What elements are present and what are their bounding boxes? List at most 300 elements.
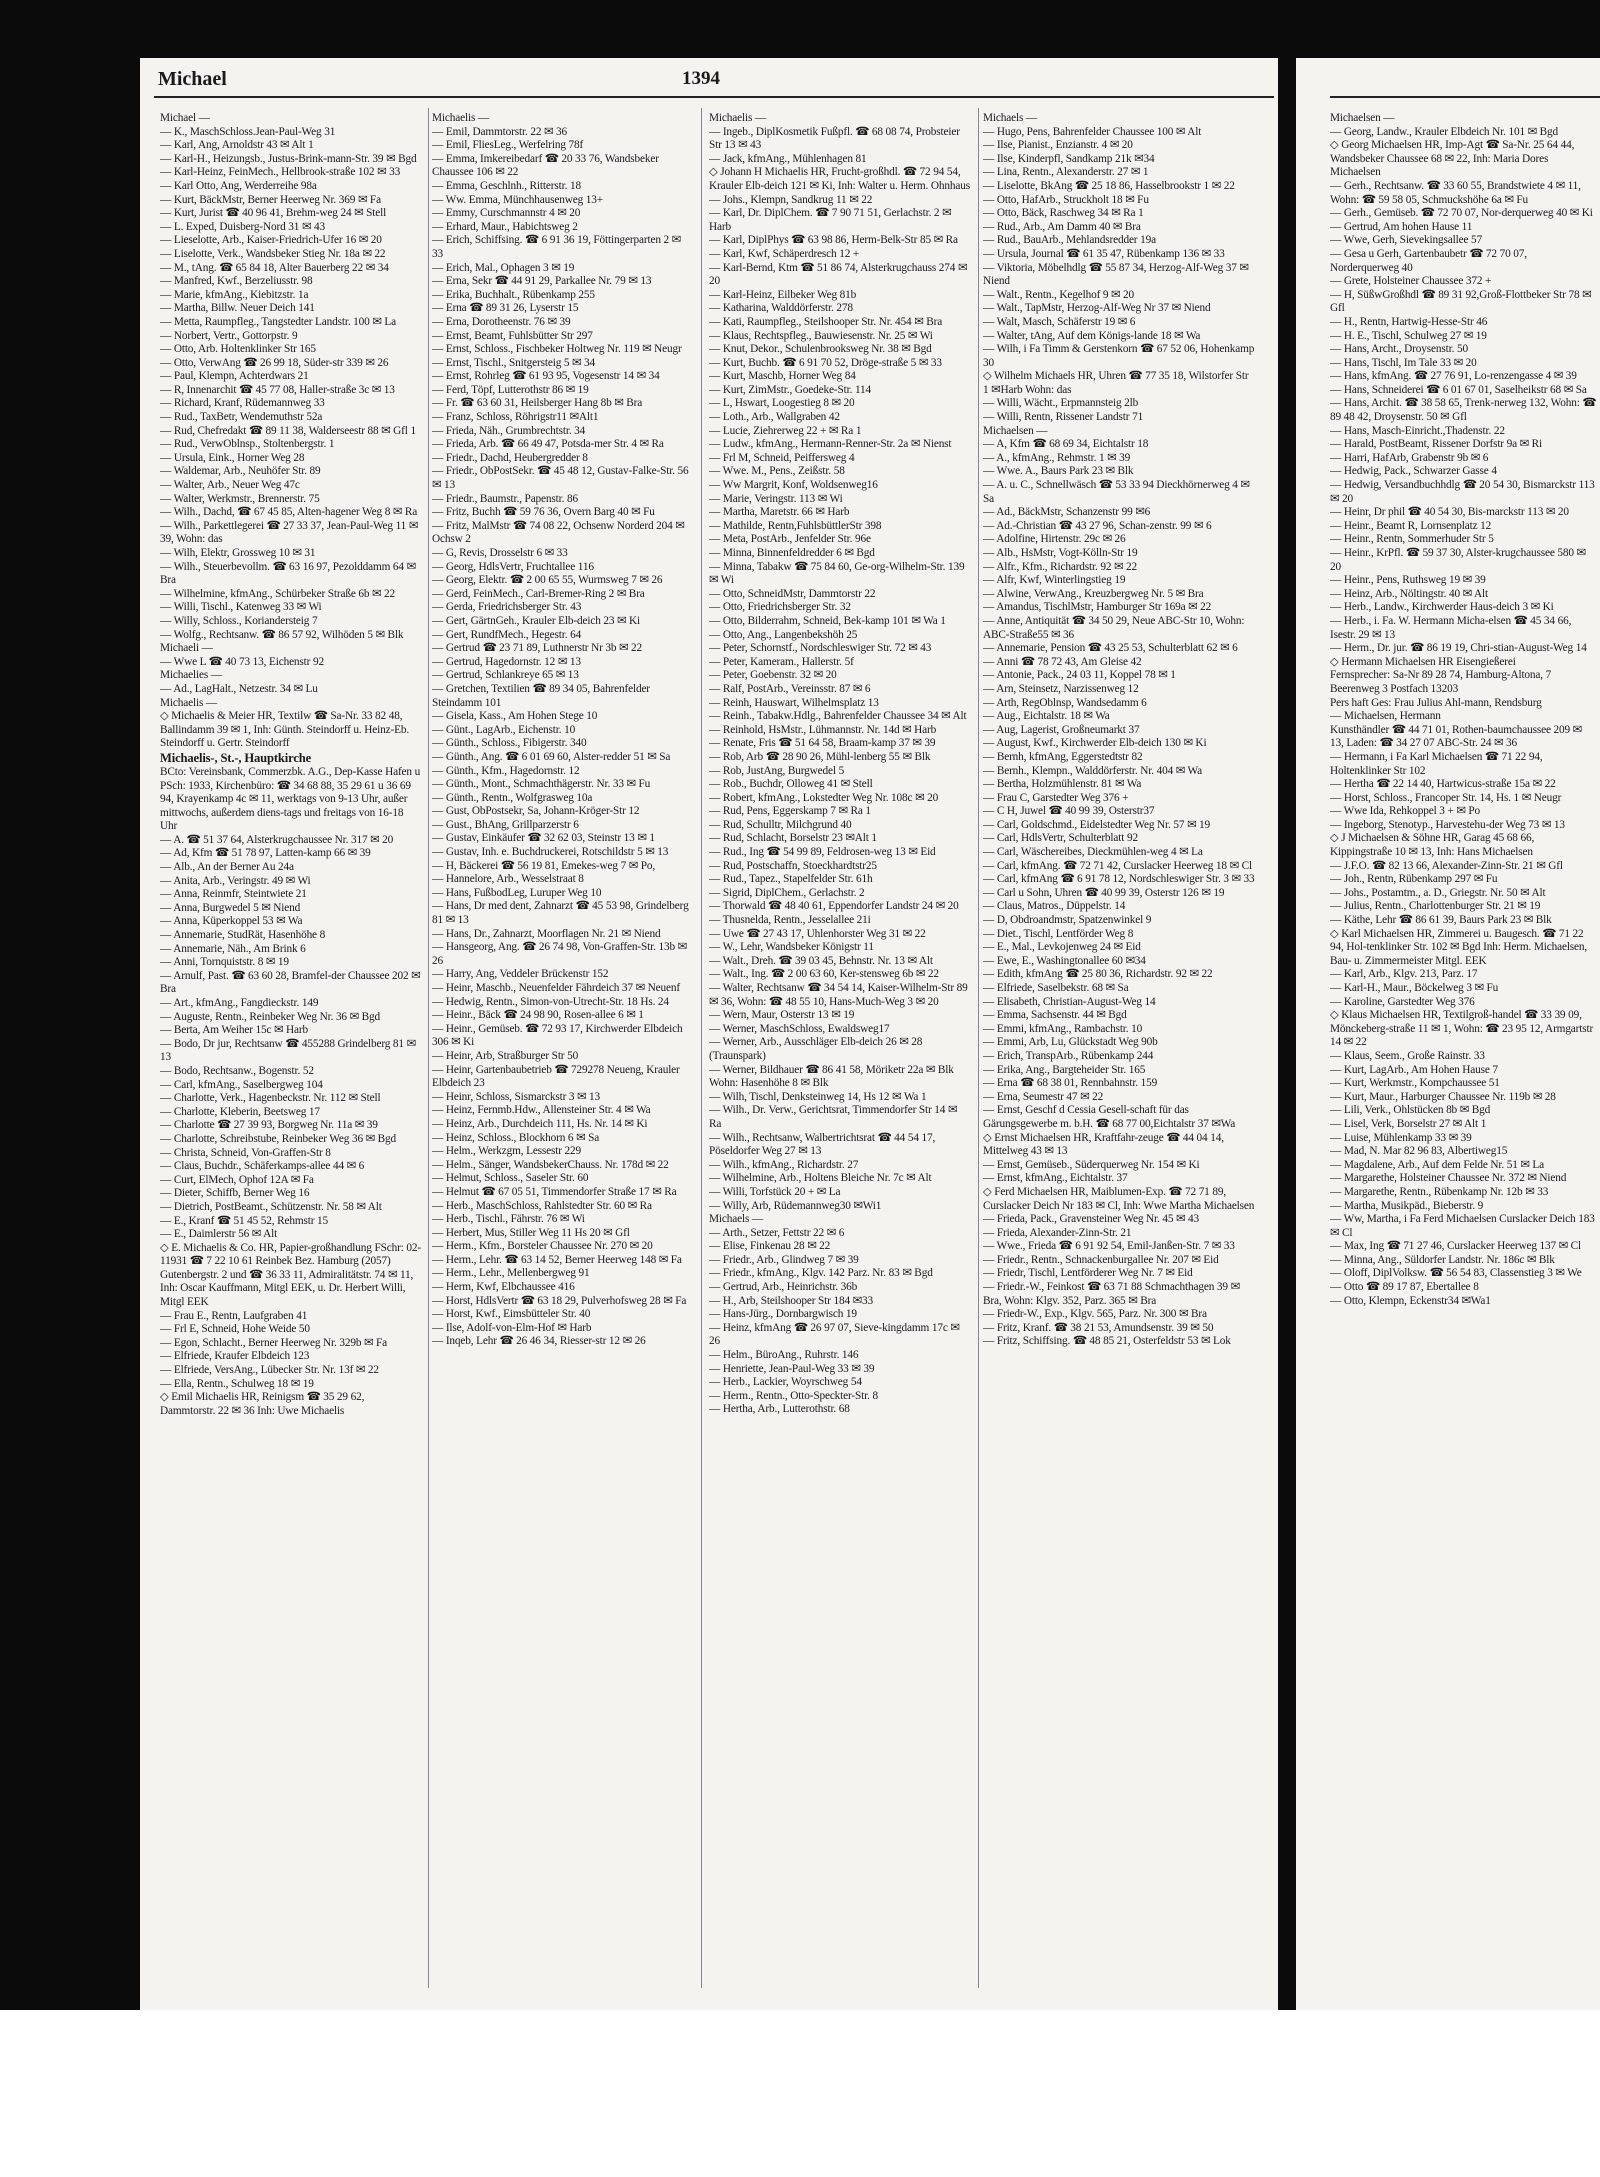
directory-entry: — Knut, Dekor., Schulenbrooksweg Nr. 38 ✉ Bgd bbox=[709, 343, 932, 356]
directory-entry: — Karoline, Garstedter Weg 376 bbox=[1330, 995, 1475, 1008]
directory-entry: — Marie, kfmAng., Kiebitzstr. 1a bbox=[160, 288, 309, 301]
directory-entry: — Hans, kfmAng. ☎ 27 76 91, Lo-renzengasse 4 ✉ 39 bbox=[1330, 370, 1577, 383]
directory-entry: — Wilh, i Fa Timm & Gerstenkorn ☎ 67 52 06, Hohenkamp 30 bbox=[983, 343, 1255, 369]
directory-entry: — H., Rentn, Hartwig-Hesse-Str 46 bbox=[1330, 315, 1488, 328]
directory-entry: — Kurt, BäckMstr, Berner Heerweg Nr. 369 ✉ Fa bbox=[160, 193, 381, 206]
directory-entry: — Emma, Sachsenstr. 44 ✉ Bgd bbox=[983, 1009, 1127, 1022]
directory-entry: — Rud., Ing ☎ 54 99 89, Feldrosen-weg 13 ✉ Eid bbox=[709, 846, 936, 859]
directory-entry: — Anni ☎ 78 72 43, Am Gleise 42 bbox=[983, 655, 1142, 668]
directory-entry: — Gertrud, Arb., Heinrichstr. 36b bbox=[709, 1281, 858, 1294]
directory-entry: — Minna, Ang., Süldorfer Landstr. Nr. 186c ✉ Blk bbox=[1330, 1253, 1555, 1266]
directory-entry: — Günth., Schloss., Fibigerstr. 340 bbox=[432, 737, 587, 750]
directory-entry: — Werner, Bildhauer ☎ 86 41 58, Möriketr 22a ✉ Blk Wohn: Hasenhöhe 8 ✉ Blk bbox=[709, 1063, 954, 1090]
directory-entry: — Wilh., Dr. Verw., Gerichtsrat, Timmendorfer Str 14 ✉ Ra bbox=[709, 1104, 958, 1130]
directory-entry: — Reinhold, HsMstr., Lühmannstr. Nr. 14d ✉ Harb bbox=[709, 723, 937, 736]
directory-entry: — Henriette, Jean-Paul-Weg 33 ✉ 39 bbox=[709, 1362, 875, 1375]
directory-entry: — Alwine, VerwAng., Kreuzbergweg Nr. 5 ✉ Bra bbox=[983, 587, 1204, 600]
directory-entry: — Claus, Matros., Düppelstr. 14 bbox=[983, 900, 1126, 913]
directory-entry: — Helmut, Schloss., Saseler Str. 60 bbox=[432, 1172, 589, 1185]
directory-entry: — Hedwig, Rentn., Simon-von-Utrecht-Str. 18 Hs. 24 bbox=[432, 995, 669, 1008]
directory-entry: — Lina, Rentn., Alexanderstr. 27 ✉ 1 bbox=[983, 166, 1149, 179]
directory-entry: — Egon, Schlacht., Berner Heerweg Nr. 329b ✉ Fa bbox=[160, 1336, 388, 1349]
directory-entry: — Heinr., Rentn, Sommerhuder Str 5 bbox=[1330, 533, 1494, 546]
directory-entry: — Heinr, Schloss, Sismarckstr 3 ✉ 13 bbox=[432, 1090, 601, 1103]
directory-entry: — Bernh, kfmAng, Eggerstedtstr 82 bbox=[983, 750, 1143, 763]
directory-entry: — Wwe Ida, Rehkoppel 3 + ✉ Po bbox=[1330, 805, 1480, 818]
directory-entry: — Rud, Schulltr, Milchgrund 40 bbox=[709, 818, 852, 831]
directory-entry: — Lisel, Verk, Borselstr 27 ✉ Alt 1 bbox=[1330, 1117, 1487, 1130]
directory-entry: — Martha, Musikpäd., Bieberstr. 9 bbox=[1330, 1199, 1484, 1212]
directory-entry: — Heinr, Dr phil ☎ 40 54 30, Bis-marckstr 113 ✉ 20 bbox=[1330, 506, 1569, 519]
running-head-word: Michael bbox=[158, 68, 227, 90]
directory-entry: — Rob, JustAng, Burgwedel 5 bbox=[709, 764, 845, 777]
directory-entry: — K., MaschSchloss.Jean-Paul-Weg 31 bbox=[160, 125, 336, 138]
directory-entry: — Ww, Martha, i Fa Ferd Michaelsen Curslacker Deich 183 ✉ Cl bbox=[1330, 1213, 1595, 1239]
directory-entry: — Heinr., Beamt R, Lornsenplatz 12 bbox=[1330, 519, 1492, 532]
directory-entry: — Käthe, Lehr ☎ 86 61 39, Baurs Park 23 ✉ Blk bbox=[1330, 914, 1552, 927]
directory-entry: — Frieda, Arb. ☎ 66 49 47, Potsda-mer Str. 4 ✉ Ra bbox=[432, 438, 664, 451]
directory-entry: — Wolfg., Rechtsanw. ☎ 86 57 92, Wilhöden 5 ✉ Blk bbox=[160, 628, 404, 641]
directory-entry: — Helm., Werkzgm, Lessestr 229 bbox=[432, 1145, 582, 1158]
directory-entry: — Fr. ☎ 63 60 31, Heilsberger Hang 8b ✉ Bra bbox=[432, 397, 643, 410]
directory-entry: — Harry, Ang, Veddeler Brückenstr 152 bbox=[432, 968, 609, 981]
directory-entry: — Amandus, TischlMstr, Hamburger Str 169a ✉ 22 bbox=[983, 601, 1212, 614]
directory-entry: — Walt., TapMstr, Herzog-Alf-Weg Nr 37 ✉ Niend bbox=[983, 302, 1211, 315]
directory-entry: ◇ Wilhelm Michaels HR, Uhren ☎ 77 35 18, Wilstorfer Str 1 ✉Harb Wohn: das bbox=[983, 370, 1249, 396]
directory-entry: — Lucie, Ziehrerweg 22 + ✉ Ra 1 bbox=[709, 424, 862, 437]
directory-entry: — Erna, Seumestr 47 ✉ 22 bbox=[983, 1090, 1104, 1103]
directory-entry: — Rud., Tapez., Stapelfelder Str. 61h bbox=[709, 873, 873, 886]
directory-entry: — Erika, Ang., Bargteheider Str. 165 bbox=[983, 1063, 1146, 1076]
directory-entry: — Hans, Tischl, Im Tale 33 ✉ 20 bbox=[1330, 356, 1477, 369]
directory-entry: — Herm, Kwf, Elbchaussee 416 bbox=[432, 1281, 575, 1294]
directory-entry: — Werner, Arb., Ausschläger Elb-deich 26 ✉ 28 (Traunspark) bbox=[709, 1036, 923, 1062]
directory-entry: — Julius, Rentn., Charlottenburger Str. 21 ✉ 19 bbox=[1330, 900, 1541, 913]
directory-entry: — Alfr, Kwf, Winterlingstieg 19 bbox=[983, 574, 1126, 587]
directory-entry: — Ernst, Gemüseb., Süderquerweg Nr. 154 ✉ Ki bbox=[983, 1158, 1200, 1171]
directory-entry: — Frieda, Alexander-Zinn-Str. 21 bbox=[983, 1226, 1132, 1239]
directory-entry: — Kurt, Maschb, Horner Weg 84 bbox=[709, 370, 856, 383]
directory-entry: — Wilh., Rechtsanw, Walbertrichtsrat ☎ 44 54 17, Pöseldorfer Weg 27 ✉ 13 bbox=[709, 1131, 936, 1158]
column-divider bbox=[428, 108, 429, 1988]
directory-entry: — Günth., Ang. ☎ 6 01 69 60, Alster-redder 51 ✉ Sa bbox=[432, 750, 671, 763]
directory-entry: — Annemarie, Näh., Am Brink 6 bbox=[160, 942, 306, 955]
directory-entry: — Klaus, Rechtspfleg., Bauwiesenstr. Nr. 25 ✉ Wi bbox=[709, 329, 933, 342]
directory-entry: — Kati, Raumpfleg., Steilshooper Str. Nr. 454 ✉ Bra bbox=[709, 315, 943, 328]
directory-entry: BCto: Vereinsbank, Commerzbk. A.G., Dep-Kasse Hafen u PSch: 1933, Kirchenbüro: ☎ 34 68 88, 35 29 61 u 36 69 94, Krayenkamp 4c ✉ 11, werktags von 9-13 Uhr, außer mittwochs, außerdem diens-tags und freitags von 16-18 Uhr bbox=[160, 765, 421, 833]
directory-entry: — Ww. Emma, Münchhausenweg 13+ bbox=[432, 193, 603, 206]
directory-entry: — Friedr, Tischl, Lentförderer Weg Nr. 7 ✉ Eid bbox=[983, 1267, 1193, 1280]
directory-entry: — Charlotte, Schreibstube, Reinbeker Weg 36 ✉ Bgd bbox=[160, 1132, 396, 1145]
directory-entry: ◇ Emil Michaelis HR, Reinigsm ☎ 35 29 62, Dammtorstr. 22 ✉ 36 Inh: Uwe Michaelis bbox=[160, 1391, 365, 1417]
directory-entry: — Herb., Tischl., Fährstr. 76 ✉ Wi bbox=[432, 1213, 585, 1226]
directory-entry: — Minna, Tabakw ☎ 75 84 60, Ge-org-Wilhelm-Str. 139 ✉ Wi bbox=[709, 560, 965, 587]
directory-entry: — Friedr., Rentn., Schnackenburgallee Nr. 207 ✉ Eid bbox=[983, 1253, 1219, 1266]
directory-entry: — Heinz, Arb., Nöltingstr. 40 ✉ Alt bbox=[1330, 587, 1488, 600]
directory-entry: — Gustav, Inh. e. Buchdruckerei, Rotschildstr 5 ✉ 13 bbox=[432, 846, 669, 859]
directory-entry: — L, Hswart, Loogestieg 8 ✉ 20 bbox=[709, 397, 855, 410]
directory-entry: — Walter, Arb., Neuer Weg 47c bbox=[160, 479, 300, 492]
directory-entry: — Friedr., ObPostSekr. ☎ 45 48 12, Gustav-Falke-Str. 56 ✉ 13 bbox=[432, 465, 689, 492]
column-divider bbox=[978, 108, 979, 1988]
directory-entry: — Adolfine, Hirtenstr. 29c ✉ 26 bbox=[983, 533, 1126, 546]
directory-entry: — Horst, Kwf., Eimsbütteler Str. 40 bbox=[432, 1308, 591, 1321]
directory-entry: — Liselotte, Verk., Wandsbeker Stieg Nr. 18a ✉ 22 bbox=[160, 247, 386, 260]
directory-entry: — Ferd, Töpf, Lutterothstr 86 ✉ 19 bbox=[432, 383, 589, 396]
directory-entry: — Ingeborg, Stenotyp., Harvestehu-der Weg 73 ✉ 13 bbox=[1330, 818, 1565, 831]
directory-entry: — Willi, Tischl., Katenweg 33 ✉ Wi bbox=[160, 601, 322, 614]
directory-heading: Michaelis-, St.-, Hauptkirche bbox=[160, 750, 312, 765]
directory-entry: — Lili, Verk., Ohlstücken 8b ✉ Bgd bbox=[1330, 1104, 1491, 1117]
directory-entry: — Reinh, Hauswart, Wilhelmsplatz 13 bbox=[709, 696, 879, 709]
directory-entry: — Helm., BüroAng., Ruhrstr. 146 bbox=[709, 1349, 859, 1362]
directory-entry: — Gerd, FeinMech., Carl-Bremer-Ring 2 ✉ Bra bbox=[432, 587, 645, 600]
directory-entry: — Karl, DiplPhys ☎ 63 98 86, Herm-Belk-Str 85 ✉ Ra bbox=[709, 234, 958, 247]
directory-entry: — Johs., Postamtm., a. D., Griegstr. Nr. 50 ✉ Alt bbox=[1330, 886, 1546, 899]
directory-entry: — Martha, Maretstr. 66 ✉ Harb bbox=[709, 506, 850, 519]
directory-entry: — Wilh., Dachd, ☎ 67 45 85, Alten-hagener Weg 8 ✉ Ra bbox=[160, 506, 418, 519]
directory-entry: — Ursula, Journal ☎ 61 35 47, Rübenkamp 136 ✉ 33 bbox=[983, 247, 1225, 260]
directory-entry: — Inqeb, Lehr ☎ 26 46 34, Riesser-str 12 ✉ 26 bbox=[432, 1335, 646, 1348]
directory-entry: — Frl M, Schneid, Peiffersweg 4 bbox=[709, 451, 855, 464]
directory-entry: — Alb., HsMstr, Vogt-Kölln-Str 19 bbox=[983, 547, 1138, 559]
directory-entry: — Erna ☎ 68 38 01, Rennbahnstr. 159 bbox=[983, 1077, 1158, 1090]
directory-entry: — Gust, ObPostsekr, Sa, Johann-Kröger-Str 12 bbox=[432, 805, 640, 818]
directory-entry: — Johs., Klempn, Sandkrug 11 ✉ 22 bbox=[709, 193, 873, 206]
directory-entry: — W., Lehr, Wandsbeker Königstr 11 bbox=[709, 941, 874, 954]
directory-entry: — H., Arb, Steilshooper Str 184 ✉33 bbox=[709, 1294, 873, 1307]
directory-entry: — Viktoria, Möbelhdlg ☎ 55 87 34, Herzog-Alf-Weg 37 ✉ Niend bbox=[983, 261, 1249, 288]
directory-entry: — Heinr, Gartenbaubetrieb ☎ 729278 Neueng, Krauler Elbdeich 23 bbox=[432, 1063, 680, 1090]
directory-entry: — Hertha ☎ 22 14 40, Hartwicus-straße 15a ✉ 22 bbox=[1330, 778, 1556, 791]
directory-entry: Michaels — bbox=[709, 1213, 764, 1226]
directory-entry: — Arth, RegOblnsp, Wandsedamm 6 bbox=[983, 696, 1147, 709]
directory-entry: ◇ Georg Michaelsen HR, Imp-Agt ☎ Sa-Nr. 25 64 44, Wandsbeker Chaussee 68 ✉ 22, Inh: Maria Dores Michaelsen bbox=[1330, 139, 1575, 179]
directory-entry: — Ella, Rentn., Schulweg 18 ✉ 19 bbox=[160, 1377, 314, 1390]
directory-entry: — Anni, Tornquiststr. 8 ✉ 19 bbox=[160, 956, 289, 969]
directory-entry: — Herb., Landw., Kirchwerder Haus-deich 3 ✉ Ki bbox=[1330, 601, 1554, 614]
directory-entry: — Klaus, Seem., Große Rainstr. 33 bbox=[1330, 1049, 1485, 1062]
directory-entry: — Otto, Bilderrahm, Schneid, Bek-kamp 101 ✉ Wa 1 bbox=[709, 614, 946, 627]
directory-entry: — Arn, Steinsetz, Narzissenweg 12 bbox=[983, 682, 1139, 695]
directory-entry: — Ilse, Pianist., Enzianstr. 4 ✉ 20 bbox=[983, 139, 1133, 152]
directory-entry: — Uwe ☎ 27 43 17, Uhlenhorster Weg 31 ✉ 22 bbox=[709, 927, 926, 940]
directory-entry: — A, Kfm ☎ 68 69 34, Eichtalstr 18 bbox=[983, 438, 1149, 451]
directory-entry: — Herm., Lehr. ☎ 63 14 52, Berner Heerweg 148 ✉ Fa bbox=[432, 1253, 682, 1266]
directory-entry: — Emmy, Curschmannstr 4 ✉ 20 bbox=[432, 207, 581, 220]
directory-entry: — Martha, Billw. Neuer Deich 141 bbox=[160, 302, 315, 315]
directory-entry: — Gerh., Gemüseb. ☎ 72 70 07, Nor-derquerweg 40 ✉ Ki bbox=[1330, 207, 1593, 220]
directory-entry: — Carl, kfmAng ☎ 6 91 78 12, Nordschleswiger Str. 3 ✉ 33 bbox=[983, 873, 1255, 886]
directory-entry: — Ernst, kfmAng., Eichtalstr. 37 bbox=[983, 1172, 1128, 1185]
directory-entry: — Carl, Goldschmd., Eidelstedter Weg Nr. 57 ✉ 19 bbox=[983, 818, 1211, 831]
directory-entry: — Anna, Burgwedel 5 ✉ Niend bbox=[160, 901, 301, 914]
directory-entry: — A. ☎ 51 37 64, Alsterkrugchaussee Nr. 317 ✉ 20 bbox=[160, 833, 394, 846]
directory-entry: — J.F.O. ☎ 82 13 66, Alexander-Zinn-Str. 21 ✉ Gfl bbox=[1330, 859, 1563, 872]
directory-entry: — Herm., Kfm., Borsteler Chaussee Nr. 270 ✉ 20 bbox=[432, 1240, 653, 1253]
directory-column-3 bbox=[709, 112, 971, 2007]
directory-entry: — Heinr, Arb, Straßburger Str 50 bbox=[432, 1049, 579, 1062]
directory-column-1 bbox=[160, 112, 422, 2007]
directory-entry: — Heinz, Fernmb.Hdw., Allensteiner Str. 4 ✉ Wa bbox=[432, 1104, 651, 1117]
directory-entry: — Wilh., Steuerbevollm. ☎ 63 16 97, Pezolddamm 64 ✉ Bra bbox=[160, 560, 416, 587]
directory-entry: — Herb., i. Fa. W. Hermann Micha-elsen ☎ 45 34 66, Isestr. 29 ✉ 13 bbox=[1330, 614, 1572, 641]
directory-entry: — Rob., Buchdr, Olloweg 41 ✉ Stell bbox=[709, 778, 873, 791]
directory-entry: — Heinz, Arb., Durchdeich 111, Hs. Nr. 14 ✉ Ki bbox=[432, 1117, 648, 1130]
directory-entry: — Hansgeorg, Ang. ☎ 26 74 98, Von-Graffen-Str. 13b ✉ 26 bbox=[432, 941, 687, 967]
directory-entry: — Kurt, Werkmstr., Kompchaussee 51 bbox=[1330, 1077, 1500, 1090]
directory-entry: — Hedwig, Pack., Schwarzer Gasse 4 bbox=[1330, 465, 1497, 478]
directory-entry: — Otto, Friedrichsberger Str. 32 bbox=[709, 601, 851, 614]
directory-entry: — Ilse, Kinderpfl, Sandkamp 21k ✉34 bbox=[983, 152, 1155, 165]
directory-entry: — Horst, HdlsVertr ☎ 63 18 29, Pulverhofsweg 28 ✉ Fa bbox=[432, 1294, 687, 1307]
directory-entry: — H, Bäckerei ☎ 56 19 81, Emekes-weg 7 ✉ Po, bbox=[432, 859, 656, 872]
directory-entry: — Walter, Werkmstr., Brennerstr. 75 bbox=[160, 492, 320, 505]
directory-entry: — Peter, Goebenstr. 32 ✉ 20 bbox=[709, 669, 837, 682]
directory-entry: — Robert, kfmAng., Lokstedter Weg Nr. 108c ✉ 20 bbox=[709, 791, 939, 804]
directory-entry: — Harri, HafArb, Grabenstr 9b ✉ 6 bbox=[1330, 451, 1489, 464]
directory-entry: — Wwe. A., Baurs Park 23 ✉ Blk bbox=[983, 465, 1134, 478]
directory-entry: — Rud., BauArb., Mehlandsredder 19a bbox=[983, 234, 1156, 247]
directory-entry: — Hertha, Arb., Lutterothstr. 68 bbox=[709, 1403, 850, 1416]
directory-entry: — Otto, Ang., Langenbekshöh 25 bbox=[709, 628, 858, 641]
directory-column-5 bbox=[1330, 112, 1598, 2007]
directory-entry: — Rud., VerwOblnsp., Stoltenbergstr. 1 bbox=[160, 438, 335, 451]
directory-entry: — H. E., Tischl, Schulweg 27 ✉ 19 bbox=[1330, 329, 1487, 342]
directory-entry: — Wilh., kfmAng., Richardstr. 27 bbox=[709, 1158, 859, 1171]
directory-entry: — Wwe L ☎ 40 73 13, Eichenstr 92 bbox=[160, 655, 324, 668]
directory-entry: — Friedr.-W., Feinkost ☎ 63 71 88 Schmachthagen 39 ✉ Bra, Wohn: Klgv. 352, Parz. 365 ✉ Bra bbox=[983, 1281, 1240, 1307]
directory-entry: — Herm., Dr. jur. ☎ 86 19 19, Chri-stian-August-Weg 14 bbox=[1330, 642, 1587, 655]
directory-entry: — Wwe, Gerh, Sievekingsallee 57 bbox=[1330, 234, 1483, 247]
directory-entry: — Magdalene, Arb., Auf dem Felde Nr. 51 ✉ La bbox=[1330, 1158, 1545, 1171]
directory-entry: — Peter, Schornstf., Nordschleswiger Str. 72 ✉ 43 bbox=[709, 642, 932, 655]
directory-entry: — Auguste, Rentn., Reinbeker Weg Nr. 36 ✉ Bgd bbox=[160, 1010, 380, 1023]
page-number: 1394 bbox=[682, 68, 720, 89]
directory-entry: — Dietrich, PostBeamt., Schützenstr. Nr. 58 ✉ Alt bbox=[160, 1200, 382, 1213]
directory-entry: — Wwe., Frieda ☎ 6 91 92 54, Emil-Janßen-Str. 7 ✉ 33 bbox=[983, 1240, 1235, 1253]
directory-entry: — Dieter, Schiffb, Berner Weg 16 bbox=[160, 1187, 310, 1200]
directory-entry: — Elise, Finkenau 28 ✉ 22 bbox=[709, 1240, 831, 1253]
directory-entry: — Helm., Sänger, WandsbekerChauss. Nr. 178d ✉ 22 bbox=[432, 1158, 669, 1171]
directory-entry: — Friedr-W., Exp., Klgv. 565, Parz. Nr. 300 ✉ Bra bbox=[983, 1308, 1207, 1321]
directory-entry: — Carl, kfmAng., Saselbergweg 104 bbox=[160, 1078, 323, 1091]
directory-entry: — Hans, Schneiderei ☎ 6 01 67 01, Saselheikstr 68 ✉ Sa bbox=[1330, 383, 1587, 396]
directory-entry: — Karl-H., Heizungsb., Justus-Brink-mann-Str. 39 ✉ Bgd bbox=[160, 152, 417, 165]
directory-entry: — Rud., Arb., Am Damm 40 ✉ Bra bbox=[983, 220, 1141, 233]
directory-entry: — Claus, Buchdr., Schäferkamps-allee 44 ✉ 6 bbox=[160, 1160, 365, 1173]
directory-entry: ◇ Klaus Michaelsen HR, Textilgroß-handel ☎ 33 39 09, Mönckeberg-straße 11 ✉ 1, Wohn: ☎ 23 95 12, Armgartstr 14 ✉ 22 bbox=[1330, 1009, 1594, 1049]
directory-entry: — Gertrud, Schlankreye 65 ✉ 13 bbox=[432, 669, 579, 682]
directory-entry: ◇ Ernst Michaelsen HR, Kraftfahr-zeuge ☎ 44 04 14, Mittelweg 43 ✉ 13 bbox=[983, 1131, 1224, 1158]
directory-entry: Michaeli — bbox=[160, 642, 213, 655]
directory-entry: — E., Kranf ☎ 51 45 52, Rehmstr 15 bbox=[160, 1214, 329, 1227]
directory-entry: — Ernst, Beamt, Fuhlsbütter Str 297 bbox=[432, 329, 593, 342]
directory-entry: — Rud, Chefredakt ☎ 89 11 38, Walderseestr 88 ✉ Gfl 1 bbox=[160, 424, 416, 437]
directory-entry: — Charlotte ☎ 27 39 93, Borgweg Nr. 11a ✉ 39 bbox=[160, 1119, 378, 1132]
directory-entry: — Arth., Setzer, Fettstr 22 ✉ 6 bbox=[709, 1226, 845, 1239]
directory-entry: — L. Exped, Duisberg-Nord 31 ✉ 43 bbox=[160, 220, 325, 233]
directory-entry: — Gesa u Gerh, Gartenbaubetr ☎ 72 70 07, Norderquerweg 40 bbox=[1330, 247, 1527, 274]
directory-entry: — Joh., Rentn, Rübenkamp 297 ✉ Fu bbox=[1330, 873, 1498, 886]
directory-entry: — Annemarie, Pension ☎ 43 25 53, Schulterblatt 62 ✉ 6 bbox=[983, 642, 1238, 655]
directory-entry: — Wern, Maur, Osterstr 13 ✉ 19 bbox=[709, 1009, 855, 1022]
directory-entry: — Gertrud, Am hohen Hause 11 bbox=[1330, 220, 1473, 233]
directory-entry: — Lieselotte, Arb., Kaiser-Friedrich-Ufer 16 ✉ 20 bbox=[160, 234, 382, 247]
directory-entry: — Friedr., Dachd, Heubergredder 8 bbox=[432, 451, 588, 464]
directory-entry: — Erich, Schiffsing. ☎ 6 91 36 19, Föttingerparten 2 ✉ 33 bbox=[432, 234, 681, 260]
directory-entry: — Anna, Reinmfr, Steintwiete 21 bbox=[160, 888, 307, 901]
directory-entry: — Willi, Wächt., Erpmannsteig 2lb bbox=[983, 397, 1139, 410]
directory-entry: — Arnulf, Past. ☎ 63 60 28, Bramfel-der Chaussee 202 ✉ Bra bbox=[160, 969, 421, 996]
directory-entry: — Anne, Antiquität ☎ 34 50 29, Neue ABC-Str 10, Wohn: ABC-Straße55 ✉ 36 bbox=[983, 614, 1245, 641]
directory-entry: — Günth., Kfm., Hagedornstr. 12 bbox=[432, 764, 580, 777]
directory-entry: — Karl, Ang, Arnoldstr 43 ✉ Alt 1 bbox=[160, 139, 314, 152]
directory-entry: — Charlotte, Kleberin, Beetsweg 17 bbox=[160, 1105, 320, 1118]
directory-entry: — Emmi, kfmAng., Rambachstr. 10 bbox=[983, 1022, 1143, 1035]
directory-entry: — Edith, kfmAng ☎ 25 80 36, Richardstr. 92 ✉ 22 bbox=[983, 968, 1213, 981]
directory-entry: — Grete, Holsteiner Chaussee 372 + bbox=[1330, 275, 1492, 288]
directory-entry: — Heinz, kfmAng ☎ 26 97 07, Sieve-kingdamm 17c ✉ 26 bbox=[709, 1321, 960, 1348]
directory-entry: — Hedwig, Versandbuchhdlg ☎ 20 54 30, Bismarckstr 113 ✉ 20 bbox=[1330, 479, 1595, 505]
directory-entry: — Herm., Lehr., Mellenbergweg 91 bbox=[432, 1267, 590, 1280]
directory-entry: ◇ Johann H Michaelis HR, Frucht-großhdl. ☎ 72 94 54, Krauler Elb-deich 121 ✉ Ki, Inh: Walter u. Herm. Ohnhaus bbox=[709, 166, 970, 192]
directory-entry: — Harald, PostBeamt, Rissener Dorfstr 9a ✉ Ri bbox=[1330, 438, 1542, 451]
directory-entry: — Carl, Wäschereibes, Dieckmühlen-weg 4 ✉ La bbox=[983, 846, 1203, 859]
directory-entry: — Ww Margrit, Konf, Woldsenweg16 bbox=[709, 479, 878, 492]
directory-entry: — D, Obdroandmstr, Spatzenwinkel 9 bbox=[983, 914, 1152, 927]
directory-entry: — Annemarie, StudRät, Hasenhöhe 8 bbox=[160, 929, 326, 942]
directory-entry: — Renate, Fris ☎ 51 64 58, Braam-kamp 37 ✉ 39 bbox=[709, 737, 936, 750]
directory-entry: — Erhard, Maur., Habichtsweg 2 bbox=[432, 220, 578, 233]
directory-entry: — Ad, Kfm ☎ 51 78 97, Latten-kamp 66 ✉ 39 bbox=[160, 847, 371, 860]
directory-entry: — Rud, Postschaffn, Stoeckhardtstr25 bbox=[709, 859, 877, 872]
directory-entry: — Oloff, DiplVolksw. ☎ 56 54 83, Classenstieg 3 ✉ We bbox=[1330, 1267, 1582, 1280]
directory-entry: — Hans, Dr med dent, Zahnarzt ☎ 45 53 98, Grindelberg 81 ✉ 13 bbox=[432, 900, 689, 927]
directory-entry: — Michaelsen, Hermann bbox=[1330, 710, 1441, 723]
directory-entry: — Jack, kfmAng., Mühlenhagen 81 bbox=[709, 152, 867, 165]
directory-entry: — Friedr., kfmAng., Klgv. 142 Parz. Nr. 83 ✉ Bgd bbox=[709, 1267, 933, 1280]
directory-entry: — Ad., BäckMstr, Schanzenstr 99 ✉6 bbox=[983, 506, 1151, 519]
directory-entry: ◇ Karl Michaelsen HR, Zimmerei u. Baugesch. ☎ 71 22 94, Hol-tenklinker Str. 102 ✉ Bgd Inh: Herm. Michaelsen, Bau- u. Zimmermeister Mitgl. EEK bbox=[1330, 927, 1588, 967]
directory-entry: — Karl-Heinz, FeinMech., Hellbrook-straße 102 ✉ 33 bbox=[160, 166, 401, 179]
directory-entry: — Kurt, Maur., Harburger Chaussee Nr. 119b ✉ 28 bbox=[1330, 1090, 1556, 1103]
directory-entry: — Carl u Sohn, Uhren ☎ 40 99 39, Osterstr 126 ✉ 19 bbox=[983, 886, 1225, 899]
directory-entry: — Hannelore, Arb., Wesselstraat 8 bbox=[432, 873, 584, 886]
directory-entry: ◇ J Michaelsen & Söhne HR, Garag 45 68 66, Kippingstraße 10 ✉ 13, Inh: Hans Michaelsen bbox=[1330, 832, 1535, 859]
directory-entry: — Otto, HafArb., Struckholt 18 ✉ Fu bbox=[983, 193, 1149, 206]
directory-entry: — Willy, Schloss., Koriandersteig 7 bbox=[160, 614, 318, 627]
directory-entry: — Günth., Rentn., Wolfgrasweg 10a bbox=[432, 791, 593, 804]
directory-entry: — Richard, Kranf, Rüdemannweg 33 bbox=[160, 397, 325, 410]
directory-entry: — Emmi, Arb, Lu, Glückstadt Weg 90b bbox=[983, 1036, 1158, 1049]
directory-entry: — Otto ☎ 89 17 87, Ebertallee 8 bbox=[1330, 1281, 1479, 1294]
directory-entry: Michael — bbox=[160, 112, 210, 124]
directory-entry: Michaelis — bbox=[160, 696, 218, 709]
directory-entry: — Kurt, LagArb., Am Hohen Hause 7 bbox=[1330, 1063, 1498, 1076]
directory-entry: — Ingeb., DiplKosmetik Fußpfl. ☎ 68 08 74, Probsteier Str 13 ✉ 43 bbox=[709, 125, 960, 152]
directory-entry: — Gretchen, Textilien ☎ 89 34 05, Bahrenfelder Steindamm 101 bbox=[432, 682, 650, 709]
directory-entry: — Ursula, Eink., Horner Weg 28 bbox=[160, 451, 305, 464]
directory-entry: — Otto, Klempn, Eckenstr34 ✉Wa1 bbox=[1330, 1294, 1491, 1307]
directory-entry: — Georg, HdlsVertr, Fruchtallee 116 bbox=[432, 560, 594, 573]
directory-entry: — Mad, N. Mar 82 96 83, Albertiweg15 bbox=[1330, 1145, 1508, 1158]
directory-entry: — Kurt, ZimMstr., Goedeke-Str. 114 bbox=[709, 383, 872, 396]
header-rule-right bbox=[1330, 96, 1600, 98]
directory-entry: — C H, Juwel ☎ 40 99 39, Osterstr37 bbox=[983, 805, 1155, 818]
directory-entry: Michaelis — bbox=[709, 112, 767, 124]
directory-entry: — Walt., Ing. ☎ 2 00 63 60, Ker-stensweg 6b ✉ 22 bbox=[709, 968, 939, 981]
directory-entry: — Fritz, MalMstr ☎ 74 08 22, Ochsenw Norderd 204 ✉ Ochsw 2 bbox=[432, 519, 685, 546]
header-rule bbox=[154, 96, 1274, 98]
directory-entry: — Walt., Rentn., Kegelhof 9 ✉ 20 bbox=[983, 288, 1135, 301]
directory-entry: — Erna ☎ 89 31 26, Lyserstr 15 bbox=[432, 302, 579, 315]
directory-entry: — Hans, FußbodLeg, Luruper Weg 10 bbox=[432, 886, 602, 899]
directory-entry: — Helmut ☎ 67 05 51, Timmendorfer Straße 17 ✉ Ra bbox=[432, 1185, 677, 1198]
directory-entry: Michaels — bbox=[983, 112, 1038, 124]
directory-entry: — Willi, Torfstück 20 + ✉ La bbox=[709, 1185, 841, 1198]
directory-entry: — Heinr., Pens, Ruthsweg 19 ✉ 39 bbox=[1330, 574, 1486, 587]
directory-entry: — Aug, Lagerist, Großneumarkt 37 bbox=[983, 723, 1140, 736]
directory-entry: — Diet., Tischl, Lentförder Weg 8 bbox=[983, 927, 1134, 940]
directory-entry: — Christa, Schneid, Von-Graffen-Str 8 bbox=[160, 1146, 331, 1159]
directory-entry: Fernsprecher: Sa-Nr 89 28 74, Hamburg-Altona, 7 Beerenweg 3 Postfach 13203 bbox=[1330, 669, 1552, 695]
directory-entry: — Frl E, Schneid, Hohe Weide 50 bbox=[160, 1323, 310, 1336]
directory-entry: — Charlotte, Verk., Hagenbeckstr. Nr. 112 ✉ Stell bbox=[160, 1092, 381, 1105]
directory-entry: — Hans, Dr., Zahnarzt, Moorflagen Nr. 21 ✉ Niend bbox=[432, 927, 661, 940]
directory-entry: — Luise, Mühlenkamp 33 ✉ 39 bbox=[1330, 1131, 1472, 1144]
directory-entry: — Karl, Kwf, Schäperdresch 12 + bbox=[709, 247, 860, 260]
directory-entry: — Ernst, Geschf d Cessia Gesell-schaft für das Gärungsgewerbe m. b.H. ☎ 68 77 00,Eichtalstr 37 ✉Wa bbox=[983, 1104, 1236, 1130]
directory-entry: — Otto, SchneidMstr, Dammtorstr 22 bbox=[709, 587, 876, 600]
directory-entry: — Wilh, Tischl, Denksteinweg 14, Hs 12 ✉ Wa 1 bbox=[709, 1090, 927, 1103]
directory-entry: — Heinr., Gemüseb. ☎ 72 93 17, Kirchwerder Elbdeich 306 ✉ Ki bbox=[432, 1022, 683, 1049]
directory-entry: — Bertha, Holzmühlenstr. 81 ✉ Wa bbox=[983, 778, 1142, 791]
directory-entry: — Ad., LagHalt., Netzestr. 34 ✉ Lu bbox=[160, 682, 318, 695]
directory-entry: — Erna, Dorotheenstr. 76 ✉ 39 bbox=[432, 315, 571, 328]
directory-entry: — Walter, tAng, Auf dem Königs-lande 18 ✉ Wa bbox=[983, 329, 1201, 342]
directory-entry: — Sigrid, DiplChem., Gerlachstr. 2 bbox=[709, 886, 865, 899]
directory-entry: — E., Mal., Levkojenweg 24 ✉ Eid bbox=[983, 941, 1141, 954]
directory-entry: — Ernst, Tischl., Snitgersteig 5 ✉ 34 bbox=[432, 356, 596, 369]
directory-entry: — Elisabeth, Christian-August-Weg 14 bbox=[983, 995, 1156, 1008]
directory-entry: — Erich, TranspArb., Rübenkamp 244 bbox=[983, 1049, 1154, 1062]
directory-entry: — Wilh., Parkettlegerei ☎ 27 33 37, Jean-Paul-Weg 11 ✉ 39, Wohn: das bbox=[160, 519, 419, 546]
directory-entry: — Walter, Rechtsanw ☎ 34 54 14, Kaiser-Wilhelm-Str 89 ✉ 36, Wohn: ☎ 48 55 10, Hans-Much-Weg 3 ✉ 20 bbox=[709, 982, 968, 1008]
directory-entry: — Art., kfmAng., Fangdieckstr. 149 bbox=[160, 997, 319, 1009]
directory-entry: — Ilse, Adolf-von-Elm-Hof ✉ Harb bbox=[432, 1321, 592, 1334]
directory-entry: — Antonie, Pack., 24 03 11, Koppel 78 ✉ 1 bbox=[983, 669, 1176, 682]
directory-entry: — Frau E., Rentn, Laufgraben 41 bbox=[160, 1309, 308, 1322]
directory-entry: — M., tAng. ☎ 65 84 18, Alter Bauerberg 22 ✉ 34 bbox=[160, 261, 389, 274]
directory-entry: — Günt., LagArb., Eichenstr. 10 bbox=[432, 723, 576, 736]
directory-column-4 bbox=[983, 112, 1255, 2007]
directory-entry: — Erika, Buchhalt., Rübenkamp 255 bbox=[432, 288, 595, 301]
directory-entry: — Frieda, Pack., Gravensteiner Weg Nr. 45 ✉ 43 bbox=[983, 1213, 1200, 1226]
directory-entry: ◇ Michaelis & Meier HR, Textilw ☎ Sa-Nr. 33 82 48, Ballindamm 39 ✉ 1, Inh: Günth. Steindorff u. Heinz-Eb. Steindorff u. Gertr. Steindorff bbox=[160, 710, 410, 750]
directory-entry: — Loth., Arb., Wallgraben 42 bbox=[709, 411, 840, 424]
directory-entry: — Rob, Arb ☎ 28 90 26, Mühl-lenberg 55 ✉ Blk bbox=[709, 750, 931, 763]
directory-entry: — Aug., Eichtalstr. 18 ✉ Wa bbox=[983, 710, 1110, 723]
directory-entry: — E., Daimlerstr 56 ✉ Alt bbox=[160, 1228, 278, 1241]
directory-entry: — Bodo, Rechtsanw., Bogenstr. 52 bbox=[160, 1064, 314, 1077]
directory-entry: — Fritz, Schiffsing. ☎ 48 85 21, Osterfeldstr 53 ✉ Lok bbox=[983, 1335, 1231, 1348]
directory-entry: — Kurt, Buchb. ☎ 6 91 70 52, Dröge-straße 5 ✉ 33 bbox=[709, 356, 942, 369]
directory-entry: — Walt, Masch, Schäferstr 19 ✉ 6 bbox=[983, 315, 1136, 328]
directory-entry: — Gerda, Friedrichsberger Str. 43 bbox=[432, 601, 582, 614]
directory-entry: Michaelsen — bbox=[1330, 112, 1395, 124]
directory-entry: — Meta, PostArb., Jenfelder Str. 96e bbox=[709, 533, 871, 546]
